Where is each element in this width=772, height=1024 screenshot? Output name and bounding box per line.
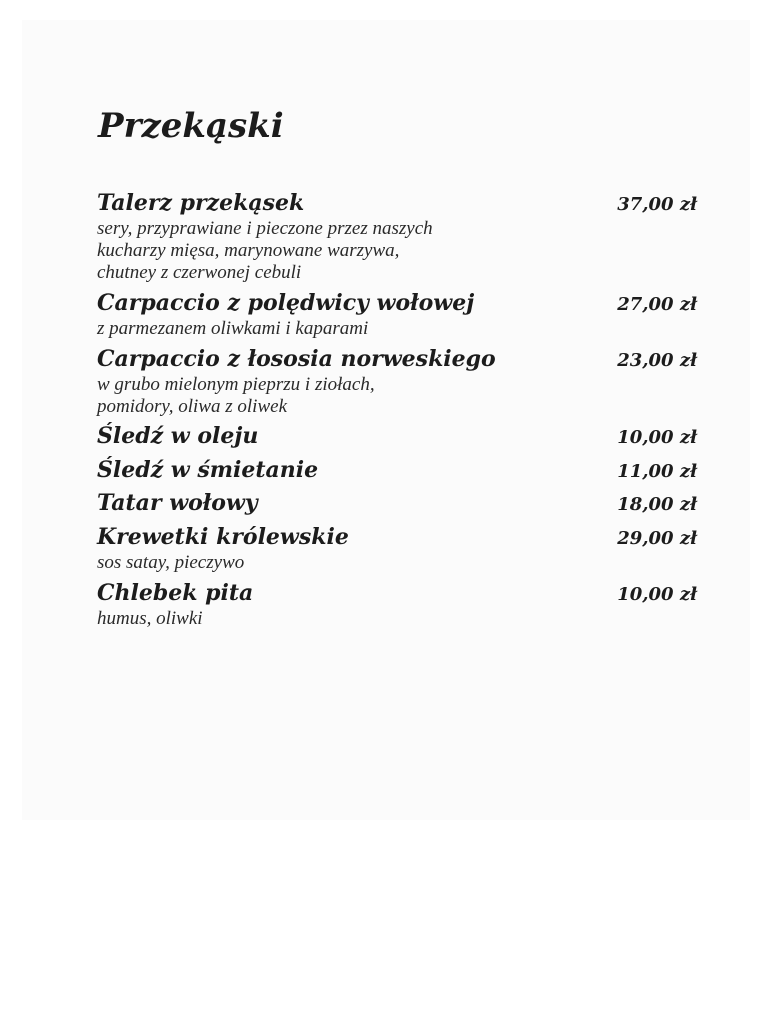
item-price: 18,00 zł xyxy=(617,494,697,515)
item-price: 37,00 zł xyxy=(617,194,697,215)
item-description xyxy=(97,218,517,284)
menu-item-krewetki-krolewskie xyxy=(97,522,697,574)
menu-item-tatar-wolowy xyxy=(97,488,697,518)
item-description-line: pomidory, oliwa z oliwek xyxy=(97,396,287,417)
item-description xyxy=(97,552,517,574)
item-description-line: humus, oliwki xyxy=(97,608,203,629)
menu-item-sledz-w-oleju xyxy=(97,421,697,451)
item-description-line: chutney z czerwonej cebuli xyxy=(97,262,302,283)
item-name: Carpaccio z łososia norweskiego xyxy=(97,346,496,372)
menu-item-chlebek-pita xyxy=(97,578,697,630)
item-price: 29,00 zł xyxy=(617,528,697,549)
item-name: Talerz przekąsek xyxy=(97,190,305,216)
menu-item-carpaccio-wolowe xyxy=(97,288,697,340)
item-description xyxy=(97,608,517,630)
item-name: Tatar wołowy xyxy=(97,490,258,516)
menu-item-talerz-przekasek xyxy=(97,188,697,284)
item-name: Śledź w śmietanie xyxy=(97,457,319,483)
item-price: 27,00 zł xyxy=(617,294,697,315)
item-price: 10,00 zł xyxy=(617,427,697,448)
item-name: Carpaccio z polędwicy wołowej xyxy=(97,290,475,316)
item-description-line: w grubo mielonym pieprzu i ziołach, xyxy=(97,374,375,395)
item-description xyxy=(97,318,517,340)
item-price: 10,00 zł xyxy=(617,584,697,605)
item-price: 23,00 zł xyxy=(617,350,697,371)
item-description-line: sery, przyprawiane i pieczone przez naszych xyxy=(97,218,433,239)
item-name: Śledź w oleju xyxy=(97,423,259,449)
item-name: Krewetki królewskie xyxy=(97,524,349,550)
item-description xyxy=(97,374,517,418)
item-price: 11,00 zł xyxy=(617,461,697,482)
item-name: Chlebek pita xyxy=(97,580,254,606)
item-description-line: z parmezanem oliwkami i kaparami xyxy=(97,318,369,339)
menu-item-sledz-w-smietanie xyxy=(97,455,697,485)
item-description-line: kucharzy mięsa, marynowane warzywa, xyxy=(97,240,400,261)
section-title: Przekąski xyxy=(98,106,284,146)
item-description-line: sos satay, pieczywo xyxy=(97,552,245,573)
menu-item-carpaccio-lososiowe xyxy=(97,344,697,418)
